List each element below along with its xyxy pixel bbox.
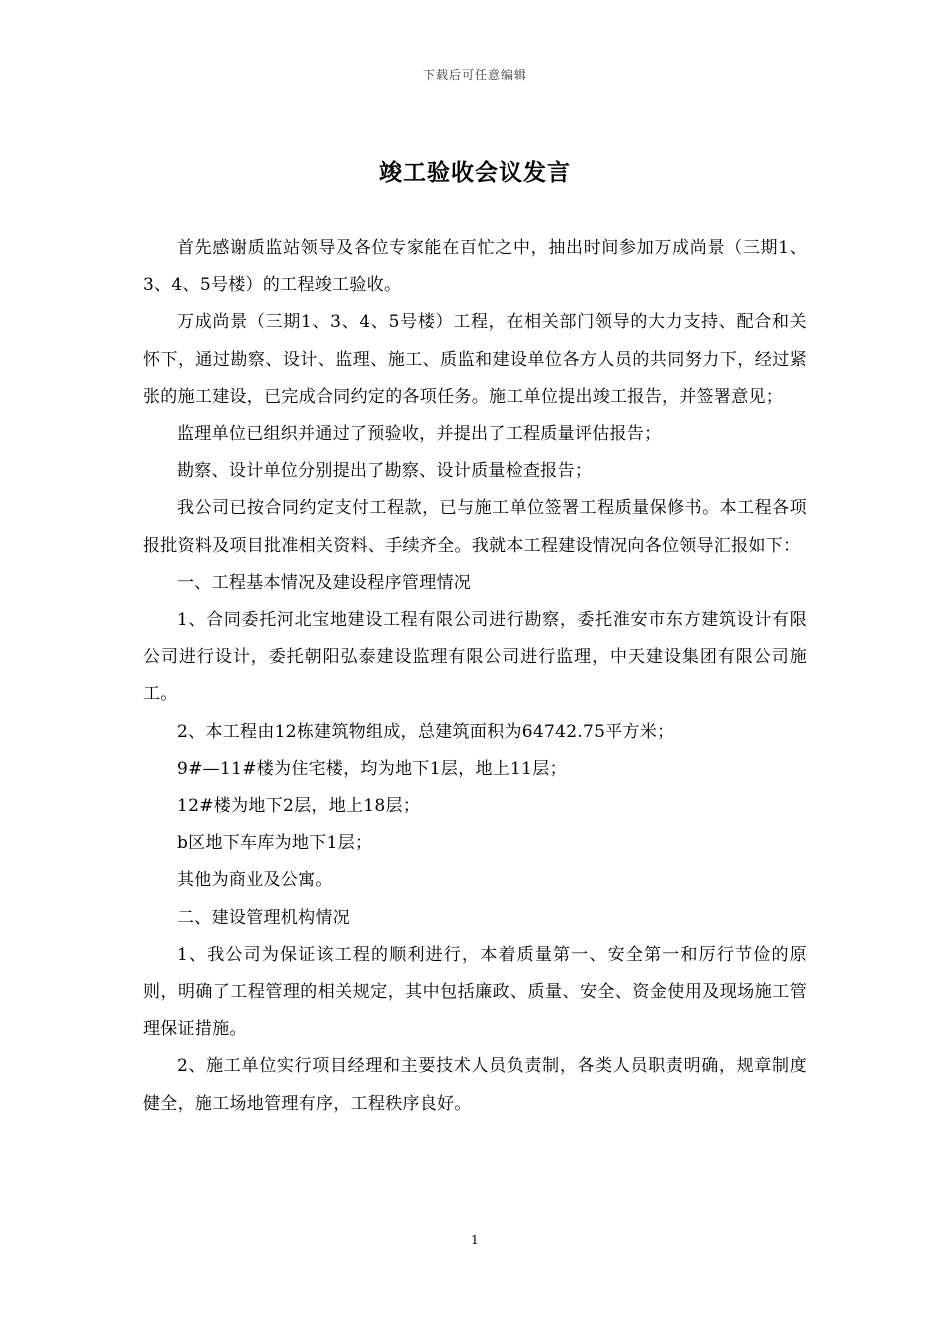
paragraph-buildings-9-11: 9#—11#楼为住宅楼，均为地下1层，地上11层； <box>177 758 567 779</box>
paragraph-supervision: 监理单位已组织并通过了预验收，并提出了工程质量评估报告； <box>177 424 662 445</box>
paragraph-building-area: 2、本工程由12栋建筑物组成，总建筑面积为64742.75平方米； <box>177 721 675 742</box>
paragraph-commercial: 其他为商业及公寓。 <box>177 870 333 891</box>
paragraph-survey-design: 勘察、设计单位分别提出了勘察、设计质量检查报告； <box>177 461 593 482</box>
paragraph-garage: b区地下车库为地下1层； <box>177 833 373 854</box>
paragraph-company-payment: 我公司已按合同约定支付工程款，已与施工单位签署工程质量保修书。本工程各项报批资料及项目批准相关资料、手续齐全。我就本工程建设情况向各位领导汇报如下： <box>143 498 807 556</box>
paragraph-company-principles: 1、我公司为保证该工程的顺利进行，本着质量第一、安全第一和厉行节俭的原则，明确了工程管理的相关规定，其中包括廉政、质量、安全、资金使用及现场施工管理保证措施。 <box>143 944 807 1040</box>
paragraph-building-12: 12#楼为地下2层，地上18层； <box>177 796 421 817</box>
paragraph-contractor-responsibility: 2、施工单位实行项目经理和主要技术人员负责制，各类人员职责明确，规章制度健全，施工场地管理有序，工程秩序良好。 <box>143 1056 807 1114</box>
document-title: 竣工验收会议发言 <box>379 159 571 186</box>
paragraph-contracts: 1、合同委托河北宝地建设工程有限公司进行勘察，委托淮安市东方建筑设计有限公司进行设计，委托朝阳弘泰建设监理有限公司进行监理，中天建设集团有限公司施工。 <box>143 610 807 705</box>
paragraph-project-overview: 万成尚景（三期1、3、4、5号楼）工程，在相关部门领导的大力支持、配合和关怀下，通过勘察、设计、监理、施工、质监和建设单位各方人员的共同努力下，经过紧张的施工建设，已完成合同约定的各项任务。施工单位提出竣工报告，并签署意见； <box>143 312 807 407</box>
paragraph-intro: 首先感谢质监站领导及各位专家能在百忙之中，抽出时间参加万成尚景（三期1、3、4、5号楼）的工程竣工验收。 <box>143 238 807 296</box>
header-note: 下载后可任意编辑 <box>422 68 527 82</box>
section-heading-basic-info: 一、工程基本情况及建设程序管理情况 <box>177 572 472 593</box>
section-heading-management: 二、建设管理机构情况 <box>177 907 350 928</box>
page-number: 1 <box>471 1233 479 1247</box>
document-body <box>143 230 807 1123</box>
